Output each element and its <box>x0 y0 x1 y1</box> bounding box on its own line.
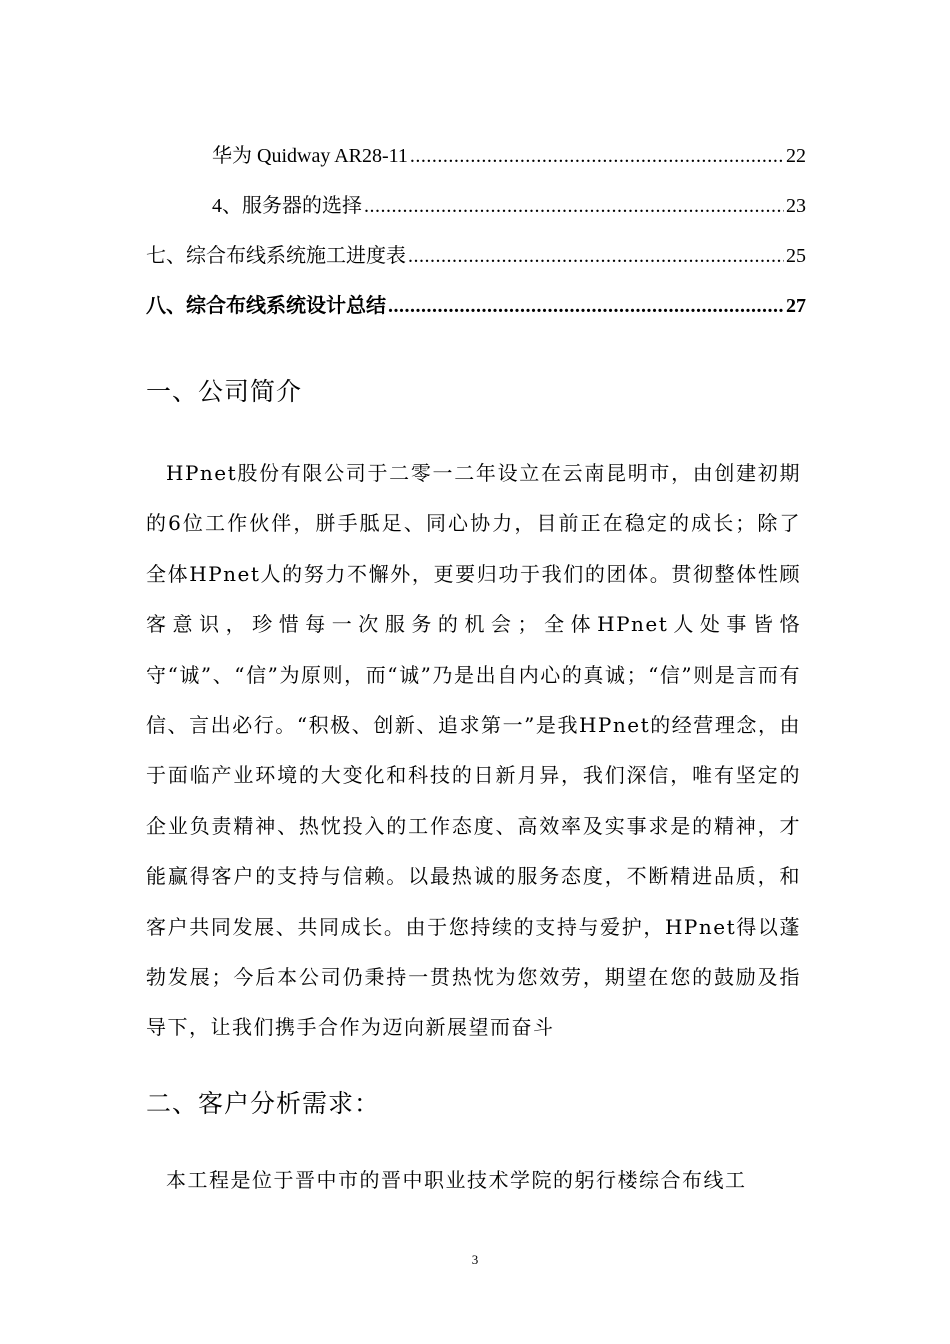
toc-entry-page: 23 <box>786 195 806 217</box>
toc-dot-leader <box>364 195 784 218</box>
toc-entry[interactable] <box>146 268 806 318</box>
section-heading-customer-needs: 二、客户分析需求： <box>146 1089 381 1118</box>
toc-entry-page: 22 <box>786 145 806 167</box>
toc-entry[interactable] <box>146 168 806 218</box>
toc-entry[interactable] <box>146 118 806 168</box>
page-number: 3 <box>471 1252 479 1267</box>
toc-dot-leader <box>410 145 784 168</box>
toc-entry-title: 八、综合布线系统设计总结 <box>146 295 386 317</box>
customer-needs-paragraph: 本工程是位于晋中市的晋中职业技术学院的躬行楼综合布线工 <box>166 1168 747 1192</box>
toc-dot-leader <box>388 295 784 318</box>
toc-entry-title: 4、服务器的选择 <box>212 195 362 217</box>
toc-entry-title: 七、综合布线系统施工进度表 <box>146 245 406 267</box>
section-heading-company-intro: 一、公司简介 <box>146 377 303 406</box>
toc-entry-title: 华为 Quidway AR28-11 <box>212 145 408 167</box>
toc-dot-leader <box>408 245 784 268</box>
toc-entry-page: 25 <box>786 245 806 267</box>
toc-entry[interactable] <box>146 218 806 268</box>
toc-entry-page: 27 <box>786 295 806 317</box>
table-of-contents <box>146 118 806 318</box>
company-intro-paragraph: HPnet股份有限公司于二零一二年设立在云南昆明市，由创建初期的6位工作伙伴，胼手胝足、同心协力，目前正在稳定的成长；除了全体HPnet人的努力不懈外，更要归功于我们的团体。贯彻整体性顾客意识，珍惜每一次服务的机会；全体HPnet人处事皆恪守“诚”、“信”为原则，而“诚”乃是出自内心的真诚；“信”则是言而有信、言出必行。“积极、创新、追求第一”是我HPnet的经营理念，由于面临产业环境的大变化和科技的日新月异，我们深信，唯有坚定的企业负责精神、热忱投入的工作态度、高效率及实事求是的精神，才能赢得客户的支持与信赖。以最热诚的服务态度，不断精进品质，和客户共同发展、共同成长。由于您持续的支持与爱护，HPnet得以蓬勃发展；今后本公司仍秉持一贯热忱为您效劳，期望在您的鼓励及指导下，让我们携手合作为迈向新展望而奋斗 <box>146 461 801 1040</box>
